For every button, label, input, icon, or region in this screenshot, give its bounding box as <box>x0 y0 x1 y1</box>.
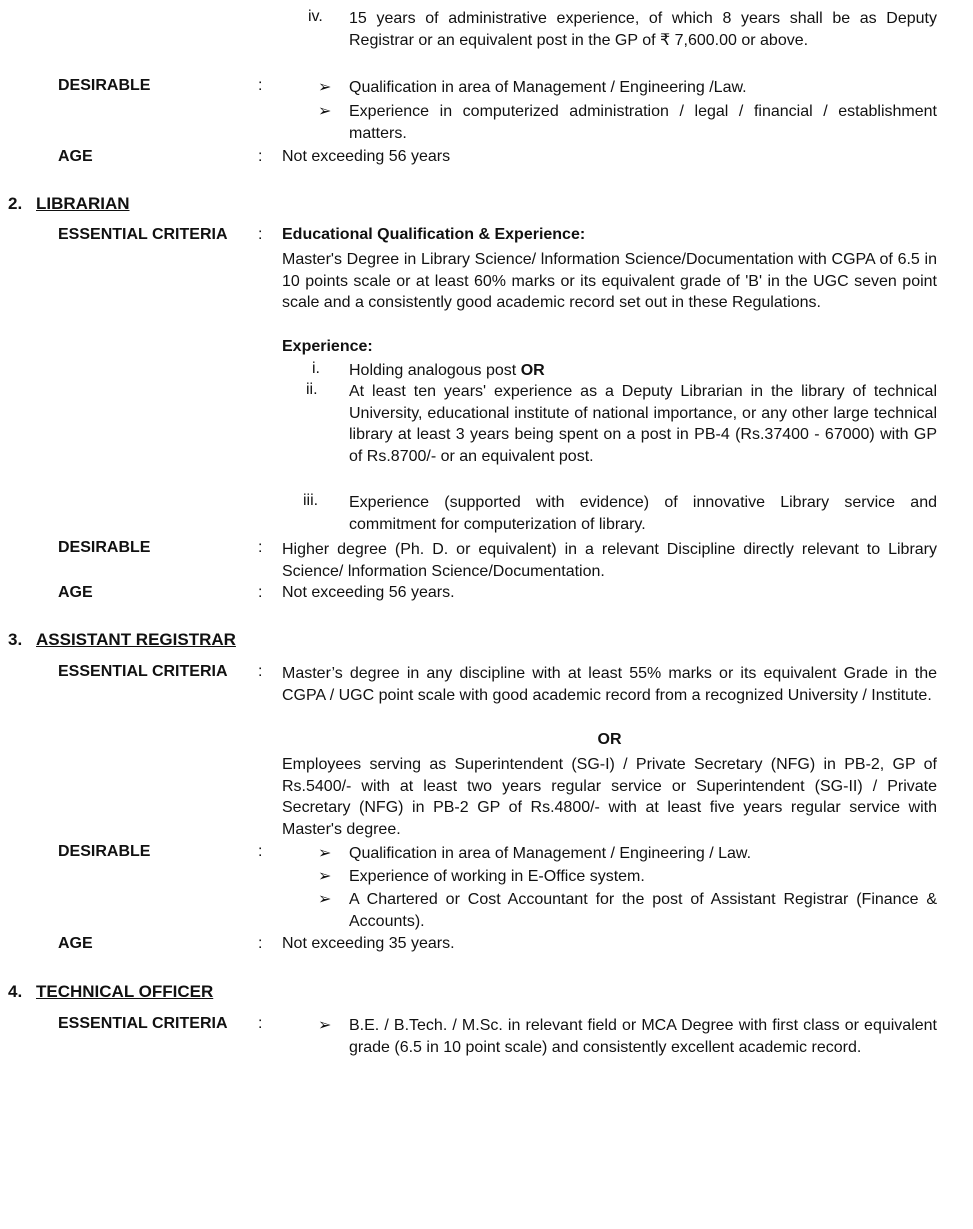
section-number: 4. <box>8 982 23 1001</box>
age-value: Not exceeding 35 years. <box>282 935 455 952</box>
colon: : <box>258 539 263 556</box>
colon: : <box>258 843 263 860</box>
desirable-text: Higher degree (Ph. D. or equivalent) in a relevant Discipline directly relevant to Library Science/ lnformation Science/Documentation. <box>282 541 937 580</box>
age-label: AGE <box>58 148 93 165</box>
essential-text: Employees serving as Superintendent (SG-I) / Private Secretary (NFG) in PB-2, GP of Rs.5400/- with at least two years regular service or Superintendent (SG-II) / Private Secretary (NFG) in PB-2 GP of Rs.4800/- with at least five years regular service with Master's degree. <box>282 756 937 838</box>
colon: : <box>258 935 263 952</box>
list-item-number: i. <box>312 360 320 377</box>
desirable-label: DESIRABLE <box>58 539 151 556</box>
essential-criteria-label: ESSENTIAL CRITERIA <box>58 226 228 243</box>
desirable-label: DESIRABLE <box>58 77 151 94</box>
age-label: AGE <box>58 584 93 601</box>
list-item-number: iv. <box>308 8 323 25</box>
list-item-number: iii. <box>303 492 319 509</box>
desirable-label: DESIRABLE <box>58 843 151 860</box>
colon: : <box>258 1015 263 1032</box>
colon: : <box>258 226 263 243</box>
list-item-text: Holding analogous post <box>349 362 521 379</box>
list-item-text: Qualification in area of Management / Engineering /Law. <box>349 79 747 96</box>
age-label: AGE <box>58 935 93 952</box>
list-item-text: B.E. / B.Tech. / M.Sc. in relevant field or MCA Degree with first class or equivalent grade (6.5 in 10 point scale) and consistently excellent academic record. <box>349 1017 937 1056</box>
section-heading-technical-officer <box>8 982 213 1002</box>
list-item-text: 15 years of administrative experience, of which 8 years shall be as Deputy Registrar or an equivalent post in the GP of ₹ 7,600.00 or above. <box>349 10 937 49</box>
list-item-text: Experience of working in E-Office system. <box>349 868 645 885</box>
list-item <box>349 360 937 382</box>
section-title: ASSISTANT REGISTRAR <box>36 630 236 649</box>
list-item-text: Experience (supported with evidence) of innovative Library service and commitment for computerization of library. <box>349 494 937 533</box>
essential-criteria-label: ESSENTIAL CRITERIA <box>58 663 228 680</box>
arrow-bullet-icon: ➢ <box>318 79 332 96</box>
section-title: LIBRARIAN <box>36 194 130 213</box>
edu-text: Master's Degree in Library Science/ lnformation Science/Documentation with CGPA of 6.5 in 10 points scale or at least 60% marks or its equivalent grade of 'B' in the UGC seven point scale and a consistently good academic record set out in these Regulations. <box>282 251 937 311</box>
arrow-bullet-icon: ➢ <box>318 103 332 120</box>
list-item-text: Experience in computerized administration / legal / financial / establishment matters. <box>349 103 937 142</box>
or-separator: OR <box>597 731 622 748</box>
section-number: 3. <box>8 630 23 649</box>
section-number: 2. <box>8 194 23 213</box>
list-item-bold: OR <box>520 362 545 379</box>
section-heading-librarian <box>8 194 130 214</box>
list-item-number: ii. <box>306 381 318 398</box>
section-heading-assistant-registrar <box>8 630 236 650</box>
colon: : <box>258 77 263 94</box>
colon: : <box>258 148 263 165</box>
age-value: Not exceeding 56 years <box>282 148 451 165</box>
arrow-bullet-icon: ➢ <box>318 868 332 885</box>
arrow-bullet-icon: ➢ <box>318 891 332 908</box>
edu-heading: Educational Qualification & Experience: <box>282 226 586 243</box>
list-item-text: A Chartered or Cost Accountant for the post of Assistant Registrar (Finance & Accounts). <box>349 891 937 930</box>
arrow-bullet-icon: ➢ <box>318 845 332 862</box>
section-title: TECHNICAL OFFICER <box>36 982 214 1001</box>
list-item-text: At least ten years' experience as a Deputy Librarian in the library of technical University, educational institute of national importance, or any other large technical library at least 3 years being spent on a post in PB-4 (Rs.37400 - 67000) with GP of Rs.8700/- or an equivalent post. <box>349 383 937 465</box>
essential-criteria-label: ESSENTIAL CRITERIA <box>58 1015 228 1032</box>
age-value: Not exceeding 56 years. <box>282 584 455 601</box>
colon: : <box>258 663 263 680</box>
list-item-text: Qualification in area of Management / Engineering / Law. <box>349 845 752 862</box>
arrow-bullet-icon: ➢ <box>318 1017 332 1034</box>
essential-text: Master’s degree in any discipline with at least 55% marks or its equivalent Grade in the CGPA / UGC point scale with good academic record from a recognized University / Institute. <box>282 665 937 704</box>
colon: : <box>258 584 263 601</box>
experience-heading: Experience: <box>282 338 373 355</box>
